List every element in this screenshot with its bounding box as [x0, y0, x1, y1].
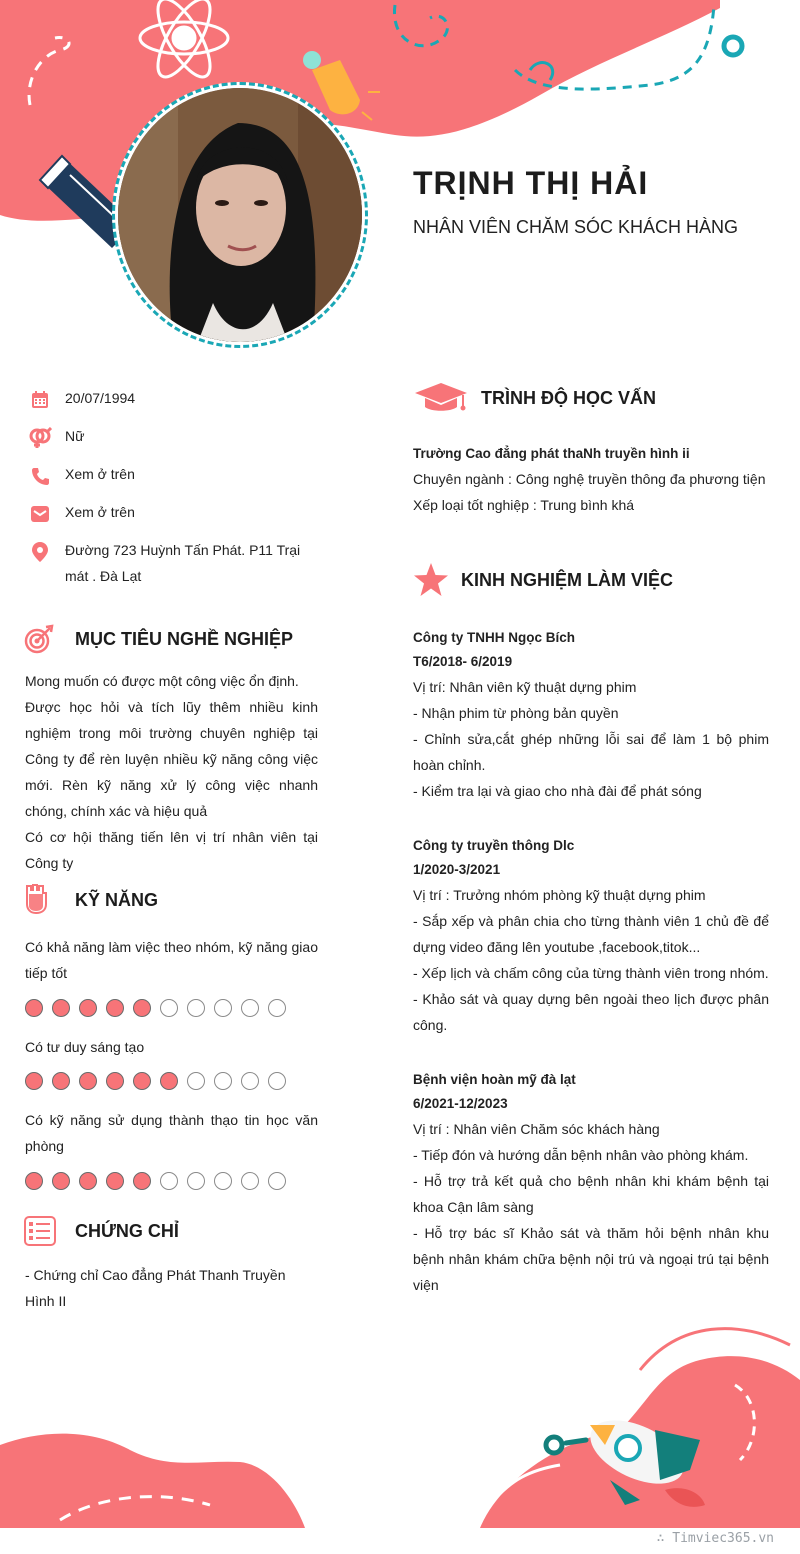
skill-dot-empty	[241, 999, 259, 1017]
job-title: NHÂN VIÊN CHĂM SÓC KHÁCH HÀNG	[413, 217, 739, 237]
skill-label: Có khả năng làm việc theo nhóm, kỹ năng giao tiếp tốt	[25, 939, 318, 981]
job-line: - Hỗ trợ trả kết quả cho bệnh nhân khi khám bệnh tại khoa Cận lâm sàng	[413, 1173, 769, 1215]
target-icon	[24, 624, 54, 654]
contact-phone	[28, 465, 315, 487]
skills-heading	[24, 884, 158, 916]
skill-dot-filled	[133, 1072, 151, 1090]
certificate-item: - Chứng chỉ Cao đẳng Phát Thanh Truyền Hình II	[25, 1267, 286, 1309]
skill-dot-empty	[268, 999, 286, 1017]
skill-dot-filled	[79, 1172, 97, 1190]
contact-email	[28, 503, 315, 525]
contact-gender	[28, 427, 315, 449]
school-name: Trường Cao đẳng phát thaNh truyền hình ii	[413, 446, 690, 461]
calendar-icon	[28, 389, 52, 411]
skill-rating	[25, 999, 286, 1017]
contact-address	[28, 541, 315, 589]
job-period: 6/2021-12/2023	[413, 1096, 508, 1111]
job-period: 1/2020-3/2021	[413, 862, 501, 877]
skill-dot-filled	[133, 999, 151, 1017]
skill-dot-filled	[133, 1172, 151, 1190]
profile-photo	[112, 82, 368, 348]
experience-heading	[413, 563, 673, 597]
job-line: - Chỉnh sửa,cắt ghép những lỗi sai để làm 1 bộ phim hoàn chỉnh.	[413, 731, 769, 773]
skill-label: Có tư duy sáng tạo	[25, 1039, 145, 1055]
education-heading	[413, 381, 656, 415]
skill-dot-empty	[214, 999, 232, 1017]
section-title: KINH NGHIỆM LÀM VIỆC	[461, 569, 674, 590]
contact-text: Xem ở trên	[65, 504, 135, 520]
skill-dot-filled	[106, 999, 124, 1017]
skill-dot-filled	[106, 1172, 124, 1190]
objective-text	[25, 668, 318, 876]
company-name: Công ty TNHH Ngọc Bích	[413, 630, 575, 645]
job-line: - Sắp xếp và phân chia cho từng thành viên 1 chủ đề để dựng video đăng lên youtube ,facebook,titok...	[413, 913, 769, 955]
section-title: MỤC TIÊU NGHỀ NGHIỆP	[75, 628, 294, 649]
job-line: Vị trí : Trưởng nhóm phòng kỹ thuật dựng phim	[413, 887, 706, 903]
location-pin-icon	[28, 541, 52, 563]
job-entry	[413, 1068, 769, 1298]
job-line: - Tiếp đón và hướng dẫn bệnh nhân vào phòng khám.	[413, 1147, 749, 1163]
contact-dob	[28, 389, 315, 411]
skill-dot-filled	[25, 1072, 43, 1090]
contact-text: Xem ở trên	[65, 466, 135, 482]
phone-icon	[28, 465, 52, 487]
job-entry	[413, 834, 769, 1038]
company-name: Bệnh viện hoàn mỹ đà lạt	[413, 1072, 576, 1087]
skill-dot-empty	[268, 1072, 286, 1090]
skill-dot-filled	[79, 1072, 97, 1090]
skill-rating	[25, 1172, 286, 1190]
fist-icon	[24, 884, 54, 916]
watermark[interactable]	[657, 1531, 774, 1546]
skill-dot-filled	[52, 1072, 70, 1090]
email-icon	[28, 503, 52, 525]
section-title: KỸ NĂNG	[75, 889, 159, 910]
skill-rating	[25, 1072, 286, 1090]
skill-dot-filled	[79, 999, 97, 1017]
skill-dot-filled	[25, 999, 43, 1017]
skill-dot-filled	[52, 1172, 70, 1190]
objective-paragraph: Có cơ hội thăng tiến lên vị trí nhân viên tại Công ty	[25, 829, 318, 871]
contact-text: Đường 723 Huỳnh Tấn Phát. P11 Trại mát . Đà Lạt	[65, 542, 301, 584]
contact-text: 20/07/1994	[65, 390, 136, 406]
skill-dot-empty	[268, 1172, 286, 1190]
gender-icon	[28, 427, 52, 449]
objective-heading	[24, 624, 293, 654]
skill-dot-filled	[160, 1072, 178, 1090]
skill-dot-empty	[160, 999, 178, 1017]
job-line: - Xếp lịch và chấm công của từng thành viên trong nhóm.	[413, 965, 769, 981]
skill-dot-filled	[52, 999, 70, 1017]
watermark-dots-icon: ∴	[656, 1531, 673, 1546]
job-line: Vị trí: Nhân viên kỹ thuật dựng phim	[413, 679, 637, 695]
skill-dot-empty	[187, 999, 205, 1017]
skill-dot-filled	[106, 1072, 124, 1090]
graduation-cap-icon	[413, 381, 469, 415]
objective-paragraph: Được học hỏi và tích lũy thêm nhiều kinh nghiệm trong môi trường chuyên nghiệp tại Công ty để rèn luyện nhiều kỹ năng công việc mới. Rèn kỹ năng xử lý công việc nhanh chóng, chính xác và hiệu quả	[25, 699, 318, 819]
job-period: T6/2018- 6/2019	[413, 654, 513, 669]
company-name: Công ty truyền thông Dlc	[413, 838, 575, 853]
avatar	[118, 88, 362, 342]
skill-dot-empty	[241, 1172, 259, 1190]
skill-dot-empty	[187, 1172, 205, 1190]
section-title: TRÌNH ĐỘ HỌC VẤN	[481, 387, 656, 408]
job-line: - Khảo sát và quay dựng bên ngoài theo lịch được phân công.	[413, 991, 769, 1033]
skill-dot-empty	[160, 1172, 178, 1190]
skill-label: Có kỹ năng sử dụng thành thạo tin học văn phòng	[25, 1112, 318, 1154]
education-grade: Xếp loại tốt nghiệp : Trung bình khá	[413, 497, 635, 513]
skill-dot-filled	[25, 1172, 43, 1190]
skill-dot-empty	[241, 1072, 259, 1090]
job-line: - Kiểm tra lại và giao cho nhà đài để phát sóng	[413, 783, 702, 799]
skill-dot-empty	[187, 1072, 205, 1090]
job-line: - Hỗ trợ bác sĩ Khảo sát và thăm hỏi bệnh nhân khu bệnh nhân khám chữa bệnh nội trú và ngoại trú tại bệnh viện	[413, 1225, 769, 1293]
candidate-name: TRỊNH THỊ HẢI	[413, 165, 649, 201]
education-content	[413, 442, 769, 518]
education-major: Chuyên ngành : Công nghệ truyền thông đa phương tiện	[413, 471, 766, 487]
job-line: Vị trí : Nhân viên Chăm sóc khách hàng	[413, 1121, 660, 1137]
section-title: CHỨNG CHỈ	[75, 1220, 179, 1241]
checklist-icon	[24, 1216, 56, 1246]
skill-dot-empty	[214, 1172, 232, 1190]
skill-dot-empty	[214, 1072, 232, 1090]
contact-text: Nữ	[65, 428, 85, 444]
job-line: - Nhận phim từ phòng bản quyền	[413, 705, 619, 721]
certificates-heading	[24, 1216, 179, 1246]
star-icon	[413, 563, 449, 597]
watermark-text: Timviec365.vn	[672, 1531, 774, 1546]
objective-paragraph: Mong muốn có được một công việc ổn định.	[25, 673, 299, 689]
job-entry	[413, 626, 769, 804]
